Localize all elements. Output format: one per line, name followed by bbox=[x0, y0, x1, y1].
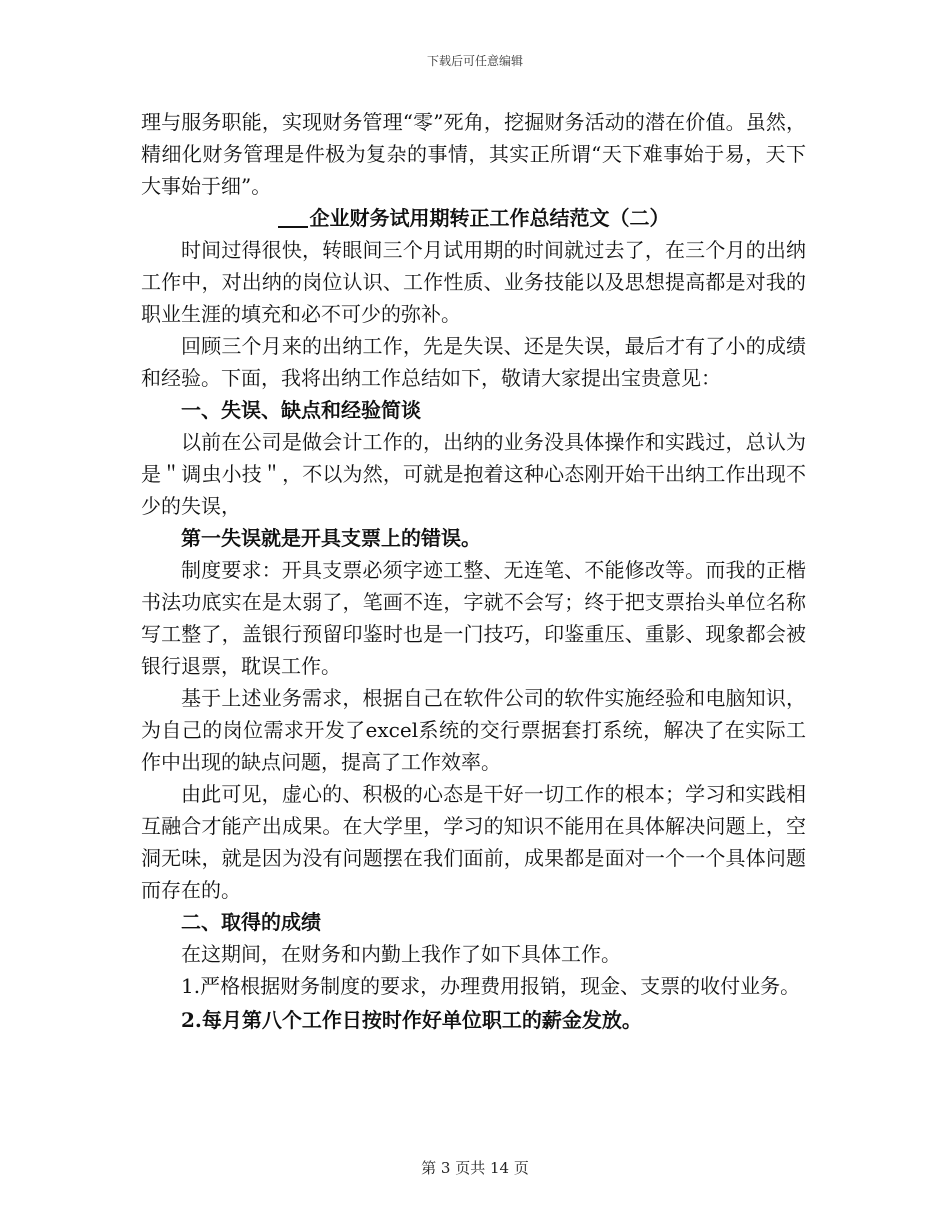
list-item-2: 2.每月第八个工作日按时作好单位职工的薪金发放。 bbox=[181, 1008, 642, 1032]
heading-achievements: 二、取得的成绩 bbox=[181, 910, 321, 934]
document-body bbox=[141, 106, 806, 1036]
heading-first-mistake: 第一失误就是开具支票上的错误。 bbox=[181, 526, 481, 550]
paragraph-background: 以前在公司是做会计工作的，出纳的业务没具体操作和实践过，总认为是＂调虫小技＂，不以为然，可就是抱着这种心态刚开始干出纳工作出现不少的失误， bbox=[141, 430, 806, 518]
paragraph-work-done: 在这期间，在财务和内勤上我作了如下具体工作。 bbox=[181, 942, 621, 966]
paragraph-conclusion: 由此可见，虚心的、积极的心态是干好一切工作的根本；学习和实践相互融合才能产出成果。在大学里，学习的知识不能用在具体解决问题上，空洞无味，就是因为没有问题摆在我们面前，成果都是面对一个一个具体问题而存在的。 bbox=[141, 782, 806, 902]
heading-mistakes: 一、失误、缺点和经验简谈 bbox=[181, 398, 421, 422]
section-title-text: 企业财务试用期转正工作总结范文（二） bbox=[309, 206, 670, 230]
paragraph-cheque-rules: 制度要求：开具支票必须字迹工整、无连笔、不能修改等。而我的正楷书法功底实在是太弱了，笔画不连，字就不会写；终于把支票抬头单位名称写工整了，盖银行预留印鉴时也是一门技巧，印鉴重压、重影、现象都会被银行退票，耽误工作。 bbox=[141, 558, 806, 678]
page-header: 下载后可任意编辑 bbox=[426, 54, 523, 68]
page-footer: 第 3 页共 14 页 bbox=[421, 1159, 529, 1177]
paragraph-continuation: 理与服务职能，实现财务管理“零”死角，挖掘财务活动的潜在价值。虽然，精细化财务管理是件极为复杂的事情，其实正所谓“天下难事始于易，天下大事始于细”。 bbox=[141, 110, 806, 198]
title-blank-underline bbox=[278, 204, 308, 228]
paragraph-intro: 时间过得很快，转眼间三个月试用期的时间就过去了，在三个月的出纳工作中，对出纳的岗位认识、工作性质、业务技能以及思想提高都是对我的职业生涯的填充和必不可少的弥补。 bbox=[141, 238, 806, 326]
section-title bbox=[141, 202, 806, 234]
paragraph-excel-system: 基于上述业务需求，根据自己在软件公司的软件实施经验和电脑知识，为自己的岗位需求开发了excel系统的交行票据套打系统，解决了在实际工作中出现的缺点问题，提高了工作效率。 bbox=[141, 686, 806, 774]
list-item-1: 1.严格根据财务制度的要求，办理费用报销，现金、支票的收付业务。 bbox=[181, 974, 801, 998]
paragraph-review: 回顾三个月来的出纳工作，先是失误、还是失误，最后才有了小的成绩和经验。下面，我将出纳工作总结如下，敬请大家提出宝贵意见： bbox=[141, 334, 806, 390]
